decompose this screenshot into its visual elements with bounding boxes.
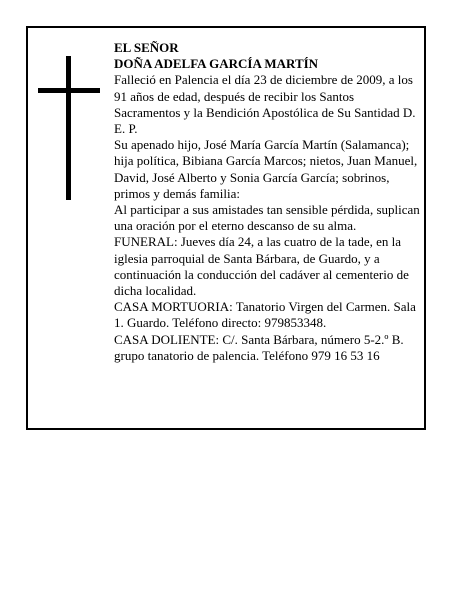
obituary-text (114, 40, 420, 364)
cross-horizontal-bar (38, 88, 100, 93)
mortuary-details: CASA MORTUORIA: Tanatorio Virgen del Carmen. Sala 1. Guardo. Teléfono directo: 979853348. (114, 299, 416, 331)
family-list: Su apenado hijo, José María García Martín (Salamanca); hija política, Bibiana García Marcos; nietos, Juan Manuel, David, José Alberto y Sonia García García; sobrinos, primos y demás familia: (114, 137, 418, 201)
family-home-details: CASA DOLIENTE: C/. Santa Bárbara, número 5-2.º B. grupo tanatorio de palencia. Teléfono 979 16 53 16 (114, 331, 404, 363)
deceased-name: DOÑA ADELFA GARCÍA MARTÍN (114, 56, 319, 72)
cross-vertical-bar (66, 56, 71, 200)
obituary-frame (26, 26, 426, 430)
obituary-heading: EL SEÑOR (114, 40, 179, 55)
cross-icon (38, 56, 100, 200)
prayer-request: Al participar a sus amistades tan sensible pérdida, suplican una oración por el eterno descanso de su alma. (114, 202, 420, 234)
funeral-details: FUNERAL: Jueves día 24, a las cuatro de la tade, en la iglesia parroquial de Santa Bárbara, de Guardo, y a continuación la conducción del cadáver al cementerio de dicha localidad. (114, 234, 409, 299)
death-announcement: Falleció en Palencia el día 23 de diciembre de 2009, a los 91 años de edad, después de recibir los Santos Sacramentos y la Bendición Apostólica de Su Santidad D. E. P. (114, 72, 416, 137)
